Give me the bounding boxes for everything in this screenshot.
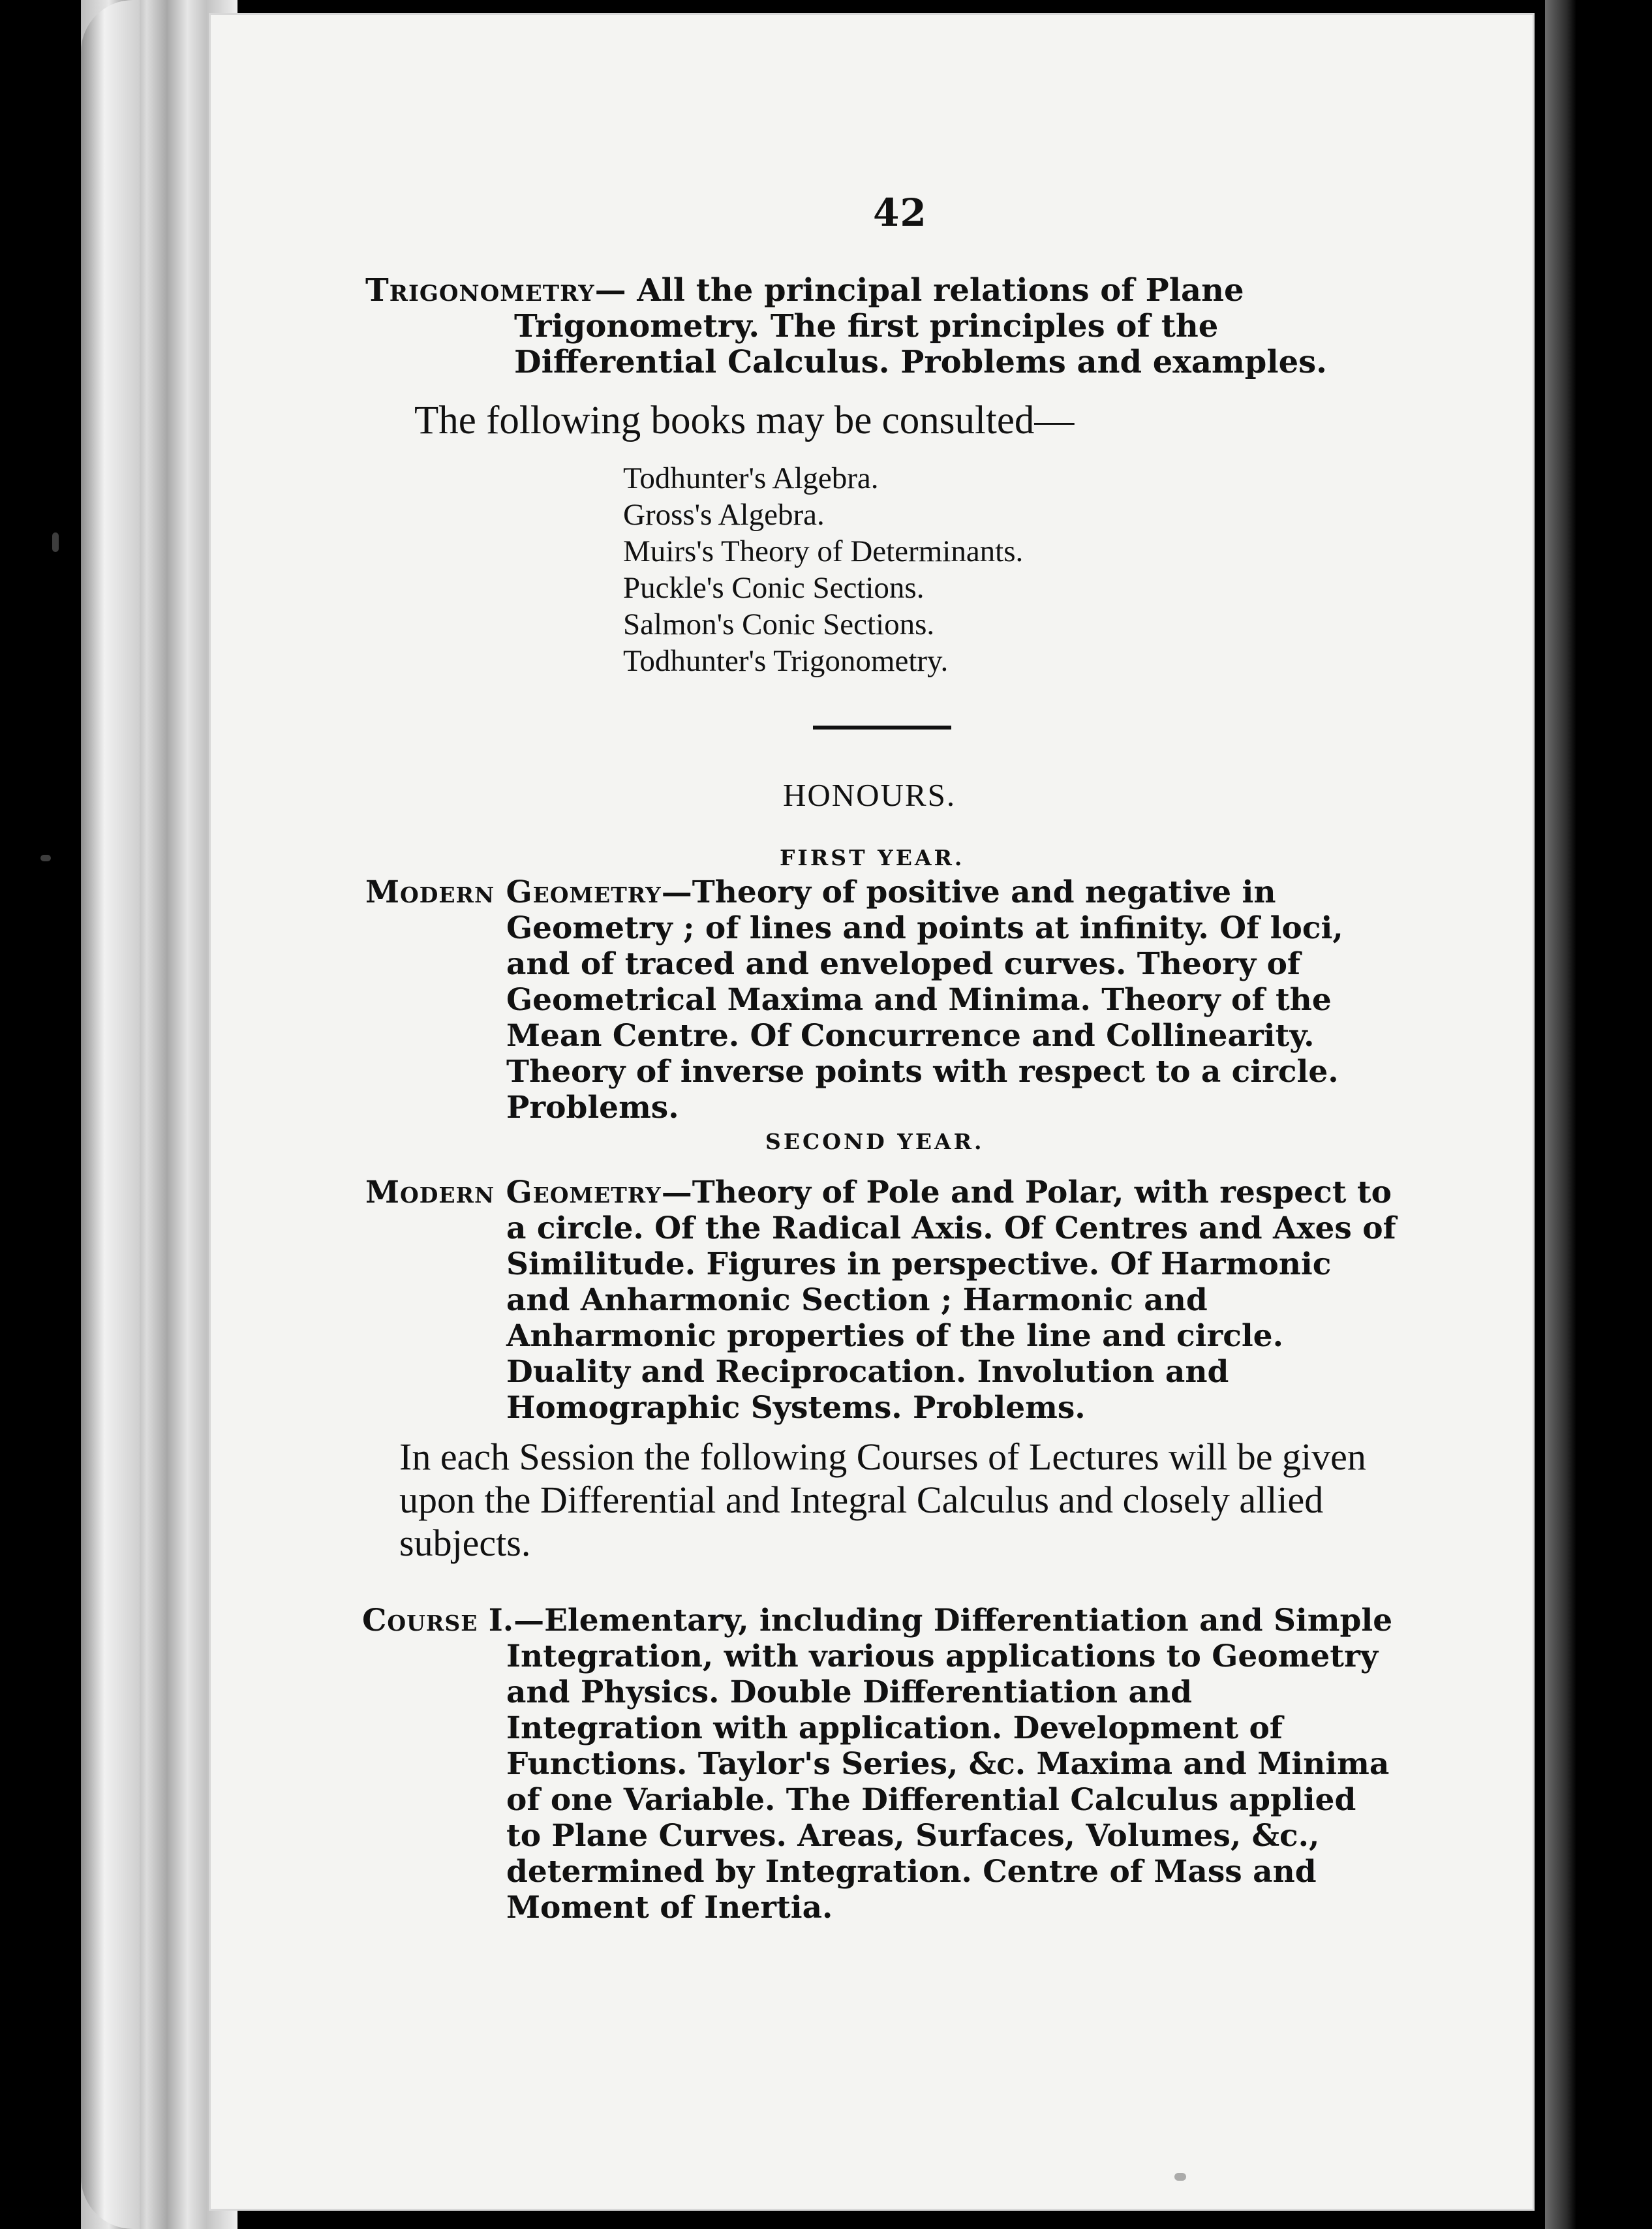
second-year-geometry-block (365, 1175, 1396, 1426)
first-year-geometry-block (365, 874, 1396, 1126)
trigonometry-text: — All the principal relations of Plane Trigonometry. The first principles of the Differential Calculus. Problems and examples. (514, 272, 1327, 380)
scan-mark (1174, 2173, 1186, 2181)
book-list-item: Salmon's Conic Sections. (623, 607, 935, 641)
book-list (623, 460, 1210, 679)
scan-mark (40, 855, 51, 861)
book-list-item: Muirs's Theory of Determinants. (623, 534, 1024, 568)
second-year-geometry-paragraph (365, 1175, 1396, 1426)
scan-mark (52, 532, 59, 552)
trigonometry-paragraph (365, 273, 1396, 380)
book-list-item: Gross's Algebra. (623, 498, 825, 532)
page-number: 42 (873, 191, 927, 235)
second-year-course-text: —Theory of Pole and Polar, with respect to a circle. Of the Radical Axis. Of Centres and Axes of Similitude. Figures in perspective. Of Harmonic and Anharmonic Section ; Harmonic and Anharmonic properties of the line and circle. Duality and Reciprocation. Involution and Homographic Systems. Problems. (506, 1175, 1396, 1426)
trigonometry-label: Trigonometry (365, 272, 595, 309)
section-divider (813, 726, 951, 730)
book-list-item: Puckle's Conic Sections. (623, 571, 925, 605)
second-year-heading: SECOND YEAR. (765, 1129, 985, 1154)
course-i-label: Course (362, 1603, 478, 1638)
book-list-item: Todhunter's Trigonometry. (623, 644, 949, 678)
course-i-text: I.—Elementary, including Differentiation and Simple Integration, with various applications to Geometry and Physics. Double Differentiation and Integration with application. Development of Functions. Taylor's Series, &c. Maxima and Minima of one Variable. The Differential Calculus applied to Plane Curves. Areas, Surfaces, Volumes, &c., determined by Integration. Centre of Mass and Moment of Inertia. (488, 1603, 1393, 1926)
course-i-block (362, 1603, 1393, 1926)
books-heading: The following books may be consulted— (414, 399, 1075, 442)
left-page-edge (81, 0, 140, 2229)
first-year-geometry-paragraph (365, 874, 1396, 1126)
book-list-item: Todhunter's Algebra. (623, 461, 879, 495)
second-year-course-label: Modern Geometry (365, 1175, 662, 1210)
honours-heading: HONOURS. (783, 777, 956, 813)
right-page-shadow (1545, 0, 1576, 2229)
first-year-course-text: —Theory of positive and negative in Geometry ; of lines and points at infinity. Of loci, and of traced and enveloped curves. Theory of Geometrical Maxima and Minima. Theory of the Mean Centre. Of Concurrence and Collinearity. Theory of inverse points with respect to a circle. Problems. (506, 874, 1343, 1126)
first-year-course-label: Modern Geometry (365, 874, 662, 910)
course-i-paragraph (362, 1603, 1393, 1926)
trigonometry-block (365, 273, 1396, 380)
session-paragraph: In each Session the following Courses of Lectures will be given upon the Differential and Integral Calculus and closely allied subjects. (399, 1436, 1366, 1564)
first-year-heading: FIRST YEAR. (780, 845, 965, 870)
